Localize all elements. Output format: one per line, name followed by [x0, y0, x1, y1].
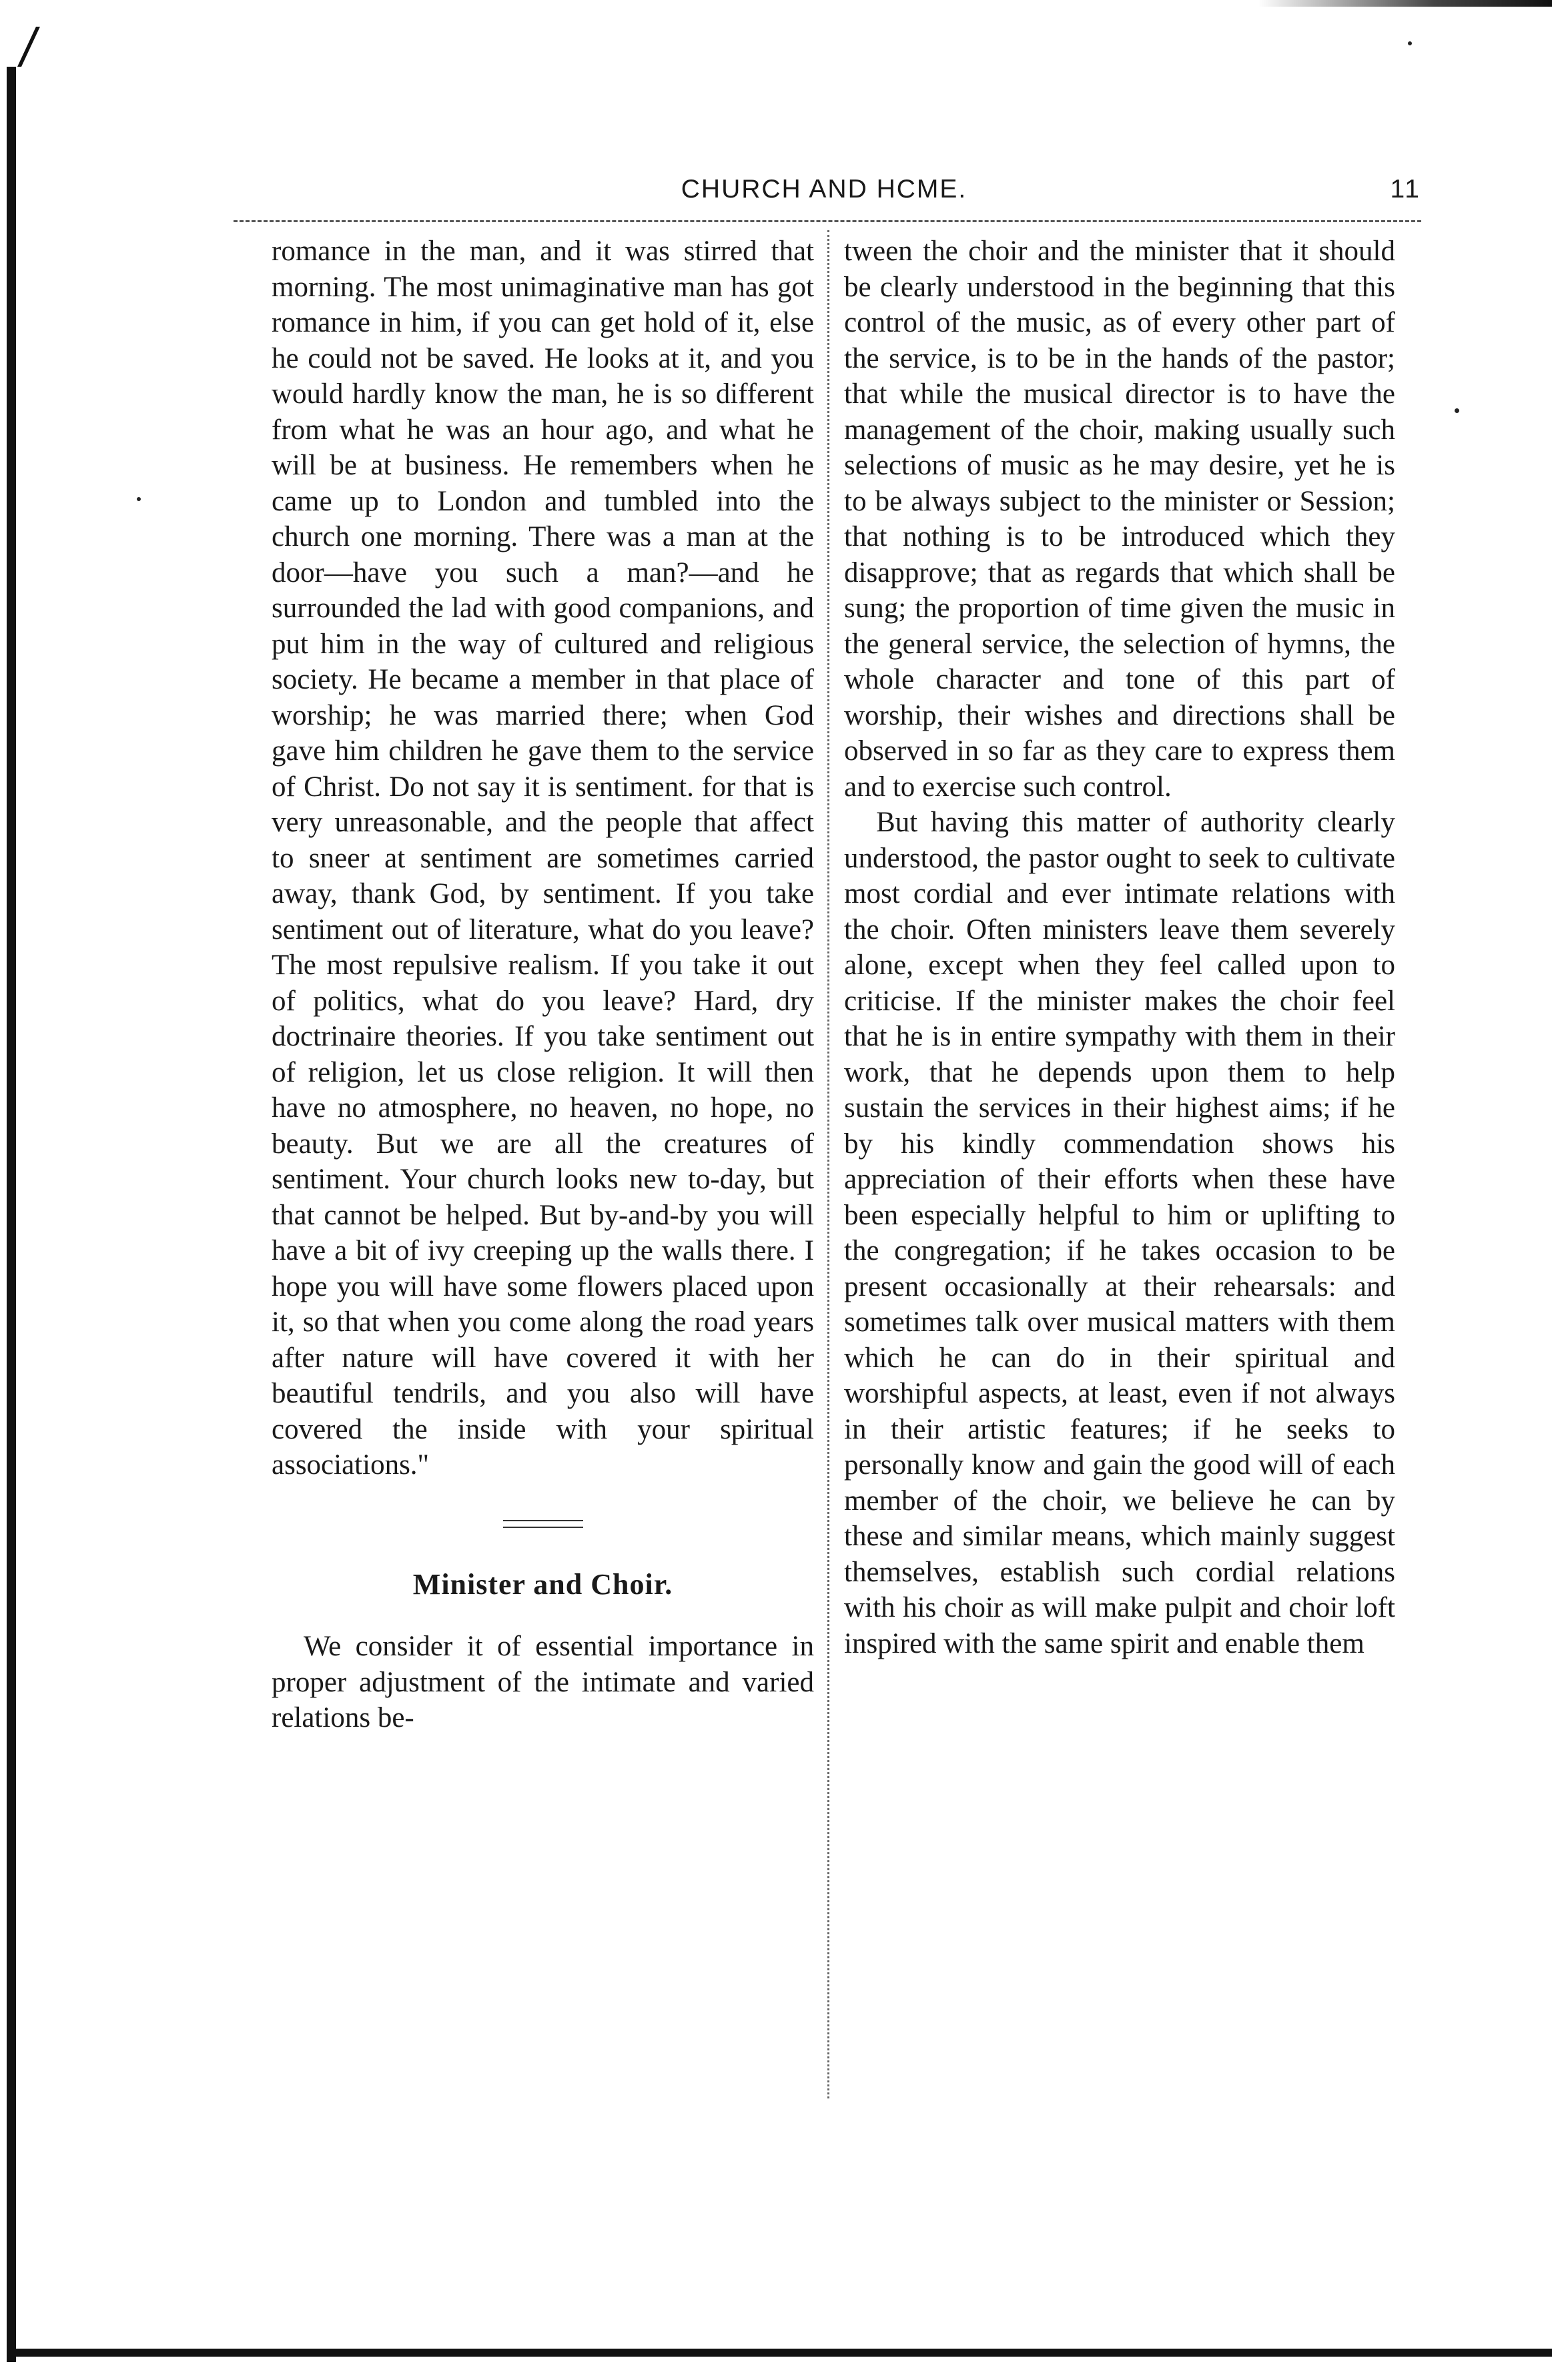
scan-bottom-edge [7, 2349, 1552, 2357]
column-divider [827, 230, 829, 2098]
scan-speck [1408, 41, 1412, 45]
left-column [272, 234, 814, 1736]
right-paragraph-2: But having this matter of authority clearly understood, the pastor ought to seek to cultivate most cordial and ever intimate relations with the choir. Often ministers leave them severely alone, except when they feel called upon to criticise. If the minister makes the choir feel that he is in entire sympathy with them in their work, that he depends upon them to help sustain the services in their highest aims; if he by his kindly commendation shows his appreciation of their efforts when these have been especially helpful to him or uplifting to the congregation; if he takes occasion to be present occasionally at their rehearsals: and sometimes talk over musical matters with them which he can do in their spiritual and worshipful aspects, at least, even if not always in their artistic features; if he seeks to personally know and gain the good will of each member of the choir, we believe he can by these and similar means, which mainly suggest themselves, establish such cordial relations with his choir as will make pulpit and choir loft inspired with the same spirit and enable them [844, 807, 1395, 1659]
scan-top-smudge [1258, 0, 1552, 7]
header-rule [234, 220, 1421, 222]
right-paragraph-1: tween the choir and the minister that it should be clearly understood in the beginning that this control of the music, as of every other part of the service, is to be in the hands of the pastor; that while the musical director is to have the management of the choir, making usually such selections of music as he may desire, yet he is to be always subject to the minister or Session; that nothing is to be introduced which they disapprove; that as regards that which shall be sung; the proportion of time given the music in the general service, the selection of hymns, the whole character and tone of this part of worship, their wishes and directions shall be observed in so far as they care to express them and to exercise such control. [844, 236, 1395, 803]
left-paragraph-1: romance in the man, and it was stirred that morning. The most unimaginative man has got romance in him, if you can get hold of it, else he could not be saved. He looks at it, and you would hardly know the man, he is so different from what he was an hour ago, and what he will be at business. He remembers when he came up to London and tumbled into the church one morning. There was a man at the door—have you such a man?—and he surrounded the lad with good companions, and put him in the way of cultured and religious society. He became a member in that place of worship; he was married there; when God gave him children he gave them to the service of Christ. Do not say it is sentiment. for that is very unreasonable, and the people that affect to sneer at sentiment are sometimes carried away, thank God, by sentiment. If you take sentiment out of literature, what do you leave? The most repulsive realism. If you take it out of politics, what do you leave? Hard, dry doctrinaire theories. If you take sentiment out of religion, let us close religion. It will then have no atmosphere, no heaven, no hope, no beauty. But we are all the creatures of sentiment. Your church looks new to-day, but that cannot be helped. But by-and-by you will have a bit of ivy creeping up the walls there. I hope you will have some flowers placed upon it, so that when you come along the road years after nature will have covered it with her beautiful tendrils, and you also will have covered the inside with your spiritual associations." [272, 236, 814, 1481]
left-paragraph-2: We consider it of essential importance in proper adjustment of the intimate and varied relations be- [272, 1631, 814, 1733]
scan-left-edge [7, 67, 16, 2362]
section-heading: Minister and Choir. [412, 1567, 673, 1601]
scan-speck [1455, 408, 1459, 413]
right-column [844, 234, 1395, 1661]
page-number: 11 [1390, 175, 1421, 204]
scan-edge-mark [17, 27, 113, 67]
section-divider [503, 1520, 583, 1528]
running-head-title: CHURCH AND HCME. [681, 175, 967, 204]
scan-speck [137, 497, 141, 501]
running-head [227, 175, 1421, 215]
